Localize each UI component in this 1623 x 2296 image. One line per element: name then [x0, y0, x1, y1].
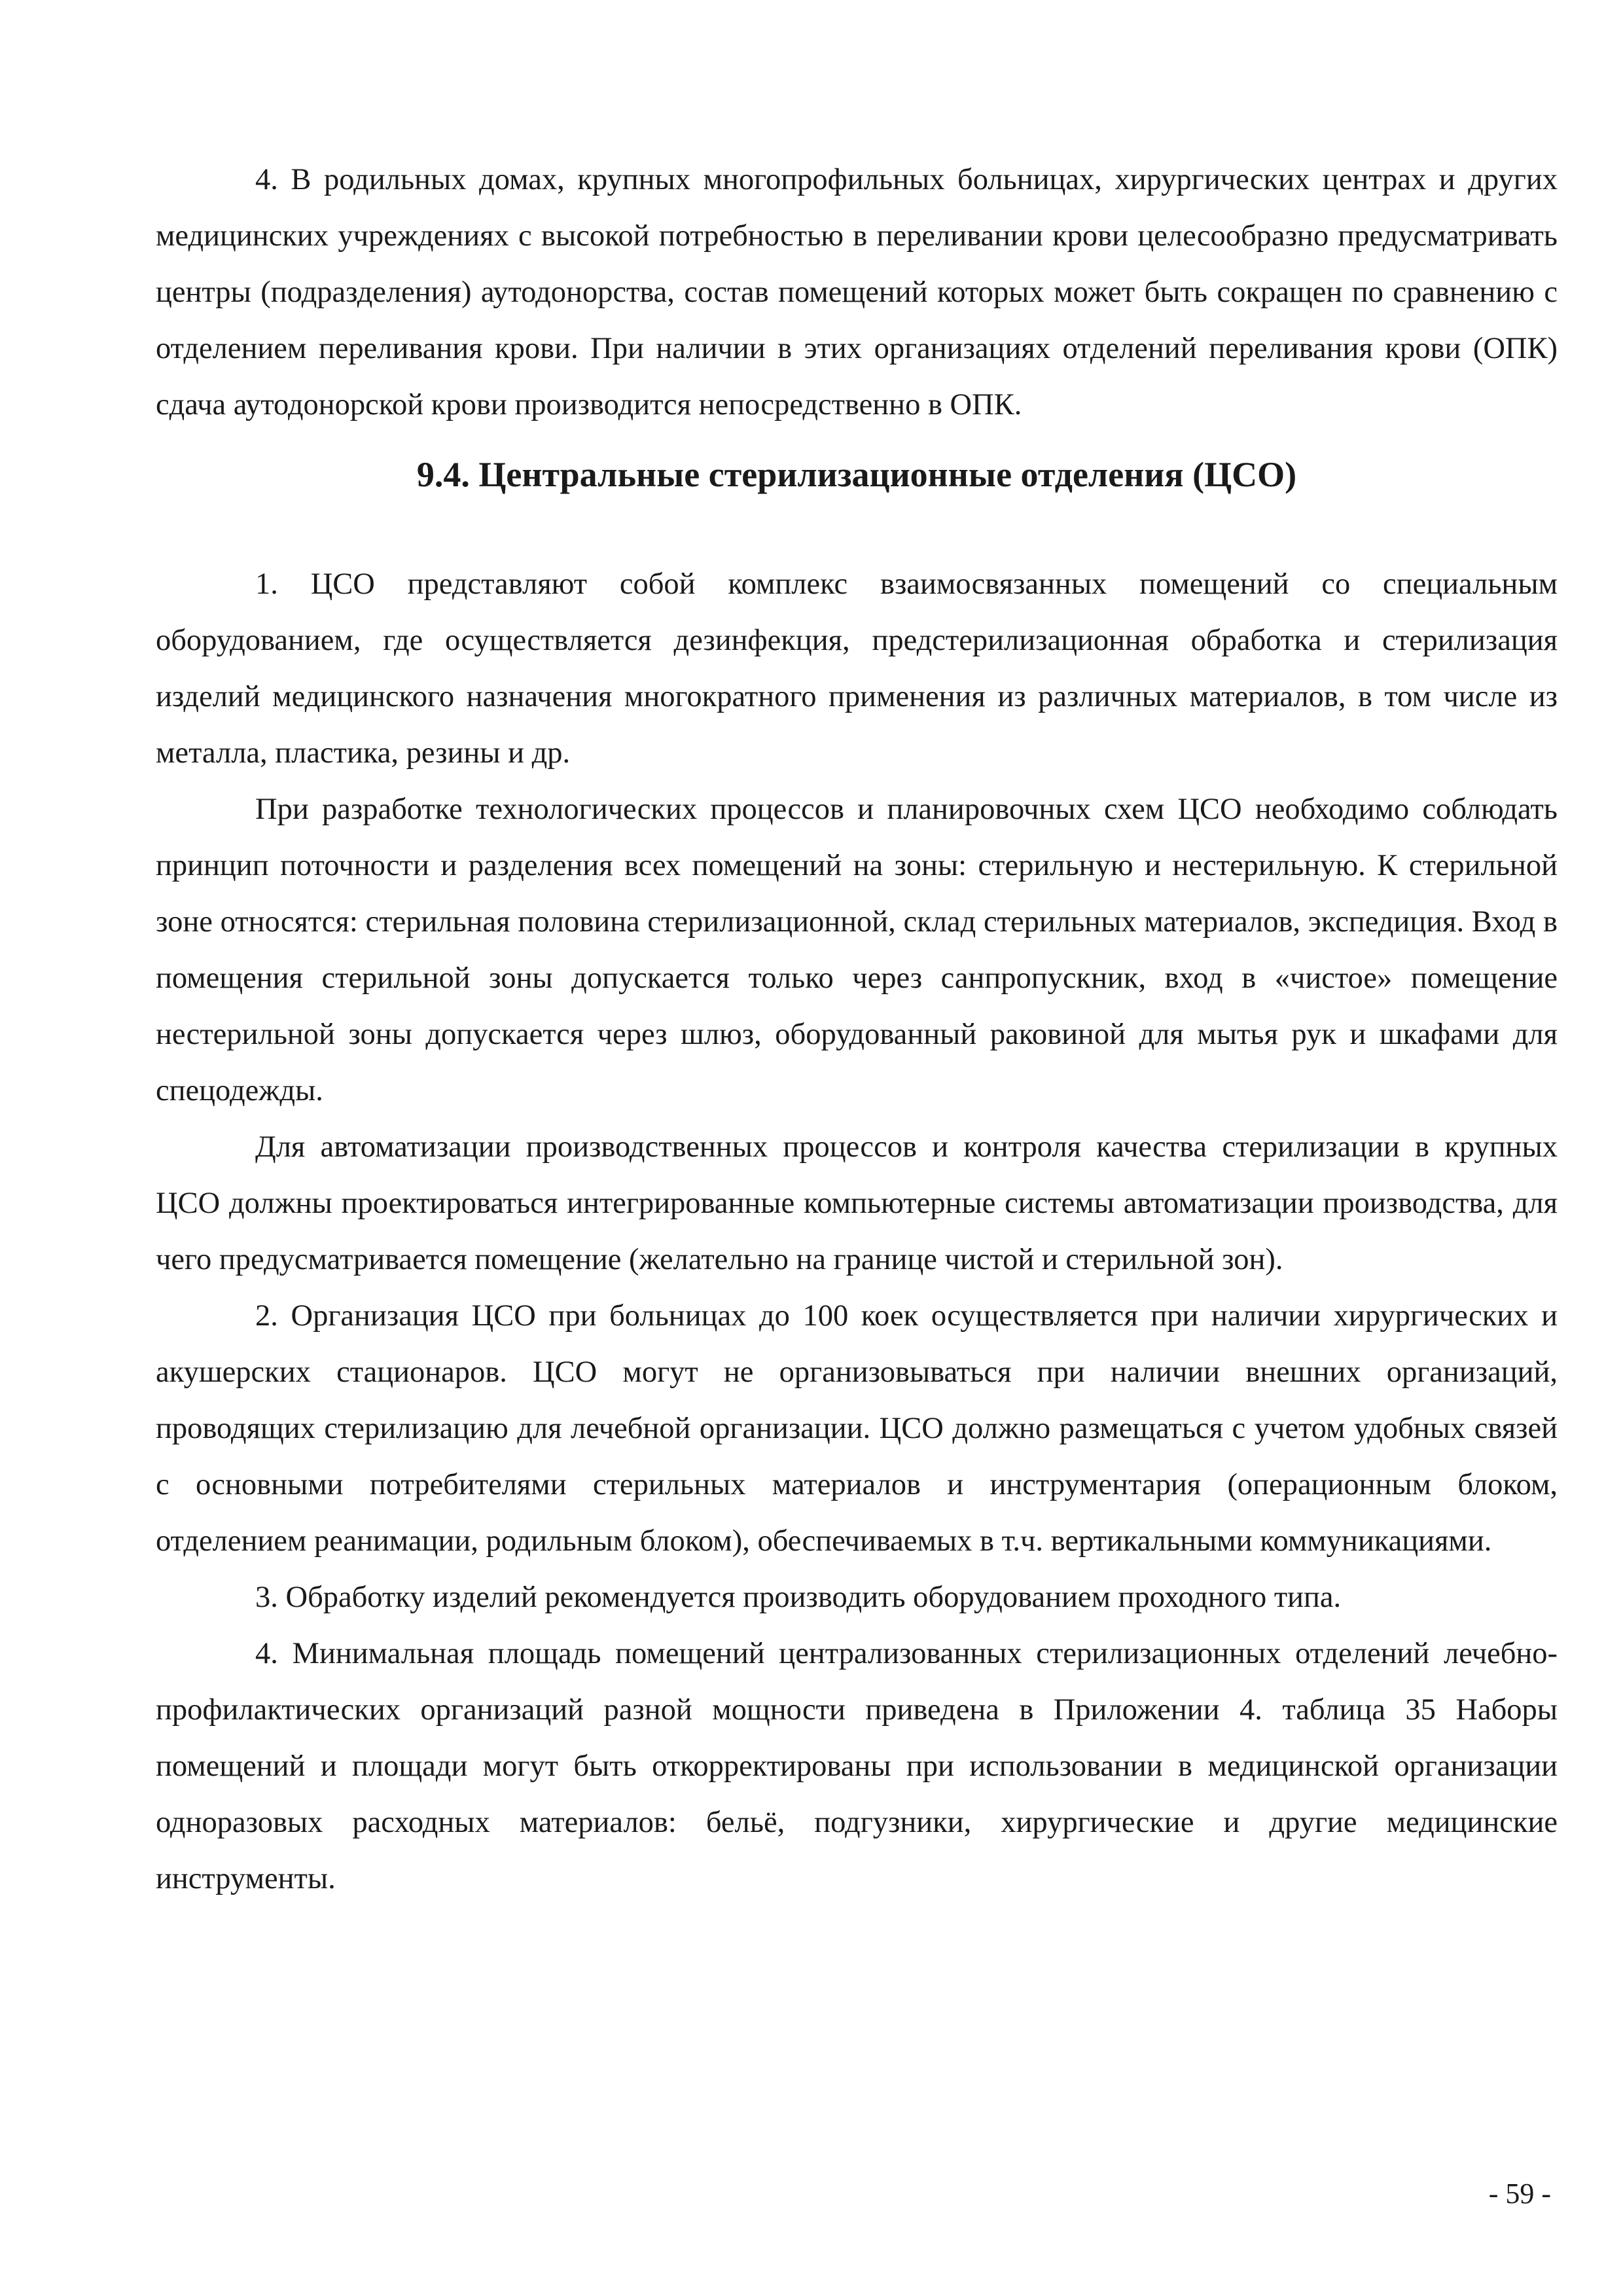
paragraph-5: 3. Обработку изделий рекомендуется производить оборудованием проходного типа.: [255, 1581, 1342, 1614]
document-body: [156, 152, 1558, 1907]
paragraph-2: При разработке технологических процессов и планировочных схем ЦСО необходимо соблюдать принцип поточности и разделения всех помещений на зоны: стерильную и нестерильную. К стерильной зоне относятся: стерильная половина стерилизационной, склад стерильных материалов, экспедиция. Вход в помещения стерильной зоны допускается только через санпропускник, вход в «чистое» помещение нестерильной зоны допускается через шлюз, оборудованный раковиной для мытья рук и шкафами для спецодежды.: [156, 793, 1558, 1107]
heading-spacer: [156, 504, 1558, 556]
paragraph-6: 4. Минимальная площадь помещений централизованных стерилизационных отделений лечебно-профилактических организаций разной мощности приведена в Приложении 4. таблица 35 Наборы помещений и площади могут быть откорректированы при использовании в медицинской организации одноразовых расходных материалов: бельё, подгузники, хирургические и другие медицинские инструменты.: [156, 1637, 1558, 1895]
paragraph-3: Для автоматизации производственных процессов и контроля качества стерилизации в крупных ЦСО должны проектироваться интегрированные компьютерные системы автоматизации производства, для чего предусматривается помещение (желательно на границе чистой и стерильной зон).: [156, 1130, 1558, 1276]
page-number: - 59 -: [1488, 2178, 1551, 2210]
paragraph-1: 1. ЦСО представляют собой комплекс взаимосвязанных помещений со специальным оборудованием, где осуществляется дезинфекция, предстерилизационная обработка и стерилизация изделий медицинского назначения многократного применения из различных материалов, в том числе из металла, пластика, резины и др.: [156, 567, 1558, 770]
paragraph-4: 2. Организация ЦСО при больницах до 100 коек осуществляется при наличии хирургических и акушерских стационаров. ЦСО могут не организовываться при наличии внешних организаций, проводящих стерилизацию для лечебной организации. ЦСО должно размещаться с учетом удобных связей с основными потребителями стерильных материалов и инструментария (операционным блоком, отделением реанимации, родильным блоком), обеспечиваемых в т.ч. вертикальными коммуникациями.: [156, 1299, 1558, 1558]
intro-paragraph: 4. В родильных домах, крупных многопрофильных больницах, хирургических центрах и других медицинских учреждениях с высокой потребностью в переливании крови целесообразно предусматривать центры (подразделения) аутодонорства, состав помещений которых может быть сокращен по сравнению с отделением переливания крови. При наличии в этих организациях отделений переливания крови (ОПК) сдача аутодонорской крови производится непосредственно в ОПК.: [156, 163, 1558, 422]
section-heading: 9.4. Центральные стерилизационные отделения (ЦСО): [416, 455, 1297, 494]
